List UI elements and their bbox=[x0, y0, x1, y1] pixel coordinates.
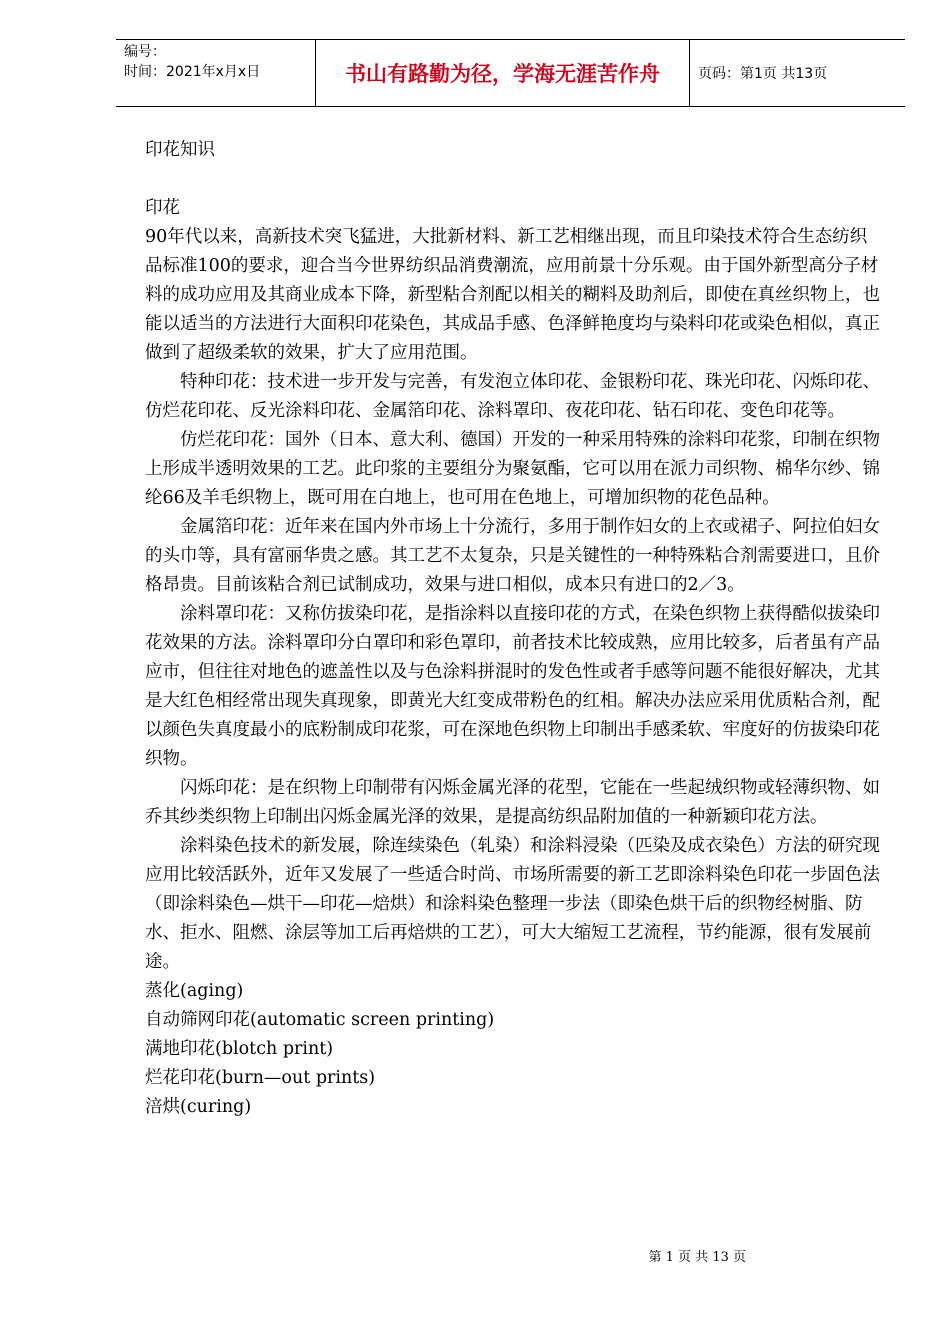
page-header bbox=[116, 39, 905, 107]
header-meta-cell bbox=[116, 40, 316, 106]
header-page-cell bbox=[690, 40, 905, 106]
document-time-label: 时间：2021年x月x日 bbox=[124, 64, 261, 80]
paragraph: 特种印花：技术进一步开发与完善，有发泡立体印花、金银粉印花、珠光印花、闪烁印花、仿烂花印花、反光涂料印花、金属箔印花、涂料罩印、夜花印花、钻石印花、变色印花等。 bbox=[145, 372, 880, 421]
header-page-info: 页码：第1页 共13页 bbox=[698, 66, 828, 82]
term-item: 涪烘(curing) bbox=[145, 1097, 252, 1117]
term-item: 满地印花(blotch print) bbox=[145, 1039, 334, 1059]
section-heading: 印花 bbox=[145, 198, 180, 218]
term-item: 烂花印花(burn—out prints) bbox=[145, 1068, 376, 1088]
paragraph: 90年代以来，高新技术突飞猛进，大批新材料、新工艺相继出现，而且印染技术符合生态纺织品标准100的要求，迎合当今世界纺织品消费潮流，应用前景十分乐观。由于国外新型高分子材料的成功应用及其商业成本下降，新型粘合剂配以相关的糊料及助剂后，即使在真丝织物上，也能以适当的方法进行大面积印花染色，其成品手感、色泽鲜艳度均与染料印花或染色相似，真正做到了超级柔软的效果，扩大了应用范围。 bbox=[145, 227, 880, 363]
paragraph: 闪烁印花：是在织物上印制带有闪烁金属光泽的花型，它能在一些起绒织物或轻薄织物、如乔其纱类织物上印制出闪烁金属光泽的效果，是提高纺织品附加值的一种新颖印花方法。 bbox=[145, 778, 880, 827]
term-item: 蒸化(aging) bbox=[145, 981, 244, 1001]
page-footer bbox=[0, 1246, 950, 1265]
term-item: 自动筛网印花(automatic screen printing) bbox=[145, 1010, 495, 1030]
header-slogan: 书山有路勤为径，学海无涯苦作舟 bbox=[345, 62, 660, 86]
document-number-label: 编号： bbox=[124, 44, 166, 60]
paragraph: 金属箔印花：近年来在国内外市场上十分流行，多用于制作妇女的上衣或裙子、阿拉伯妇女的头巾等，具有富丽华贵之感。其工艺不太复杂，只是关键性的一种特殊粘合剂需要进口，且价格昂贵。目前该粘合剂已试制成功，效果与进口相似，成本只有进口的2／3。 bbox=[145, 517, 880, 595]
paragraph: 仿烂花印花：国外（日本、意大利、德国）开发的一种采用特殊的涂料印花浆，印制在织物上形成半透明效果的工艺。此印浆的主要组分为聚氨酯，它可以用在派力司织物、棉华尔纱、锦纶66及羊毛织物上，既可用在白地上，也可用在色地上，可增加织物的花色品种。 bbox=[145, 430, 880, 508]
paragraph: 涂料染色技术的新发展，除连续染色（轧染）和涂料浸染（匹染及成衣染色）方法的研究现应用比较活跃外，近年又发展了一些适合时尚、市场所需要的新工艺即涂料染色印花一步固色法（即涂料染色—烘干—印花—焙烘）和涂料染色整理一步法（即染色烘干后的织物经树脂、防水、拒水、阻燃、涂层等加工后再焙烘的工艺），可大大缩短工艺流程，节约能源，很有发展前途。 bbox=[145, 836, 880, 972]
document-title: 印花知识 bbox=[145, 140, 215, 160]
document-body bbox=[145, 136, 881, 1122]
footer-page-number: 第 1 页 共 13 页 bbox=[648, 1250, 746, 1265]
paragraph: 涂料罩印花：又称仿拔染印花，是指涂料以直接印花的方式，在染色织物上获得酷似拔染印花效果的方法。涂料罩印分白罩印和彩色罩印，前者技术比较成熟，应用比较多，后者虽有产品应市，但往往对地色的遮盖性以及与色涂料拼混时的发色性或者手感等问题不能很好解决，尤其是大红色相经常出现失真现象，即黄光大红变成带粉色的红相。解决办法应采用优质粘合剂，配以颜色失真度最小的底粉制成印花浆，可在深地色织物上印制出手感柔软、牢度好的仿拔染印花织物。 bbox=[145, 604, 880, 769]
header-slogan-cell bbox=[316, 40, 690, 106]
